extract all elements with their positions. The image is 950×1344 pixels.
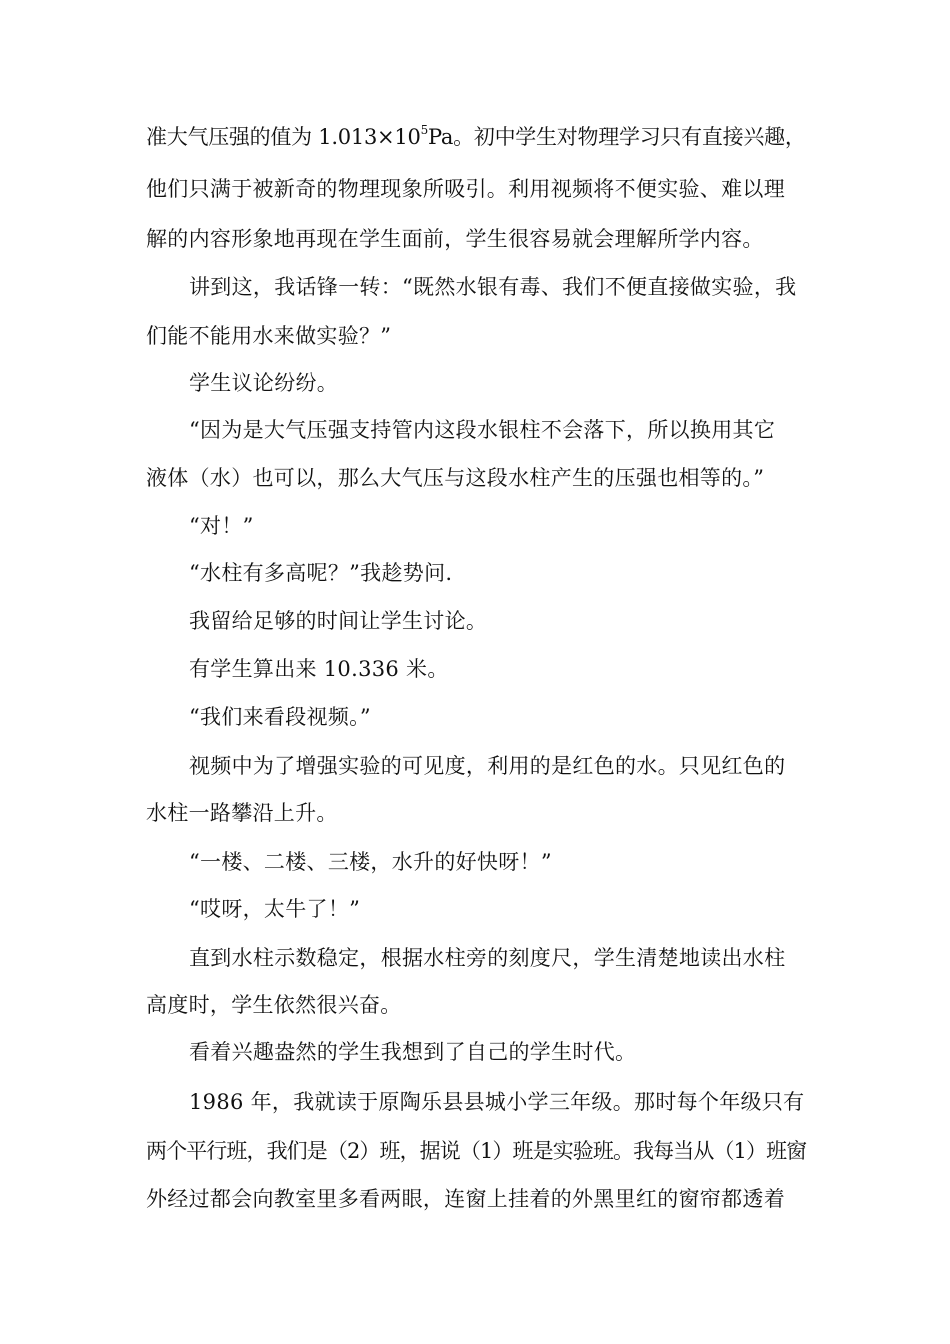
- text-line: 液体（水）也可以，那么大气压与这段水柱产生的压强也相等的。”: [146, 466, 765, 490]
- text-line: 他们只满于被新奇的物理现象所吸引。利用视频将不便实验、难以理: [146, 177, 785, 201]
- text-line: 水柱一路攀沿上升。: [146, 801, 338, 825]
- text-line: 看着兴趣盎然的学生我想到了自己的学生时代。: [189, 1040, 637, 1064]
- text-line: 直到水柱示数稳定，根据水柱旁的刻度尺，学生清楚地读出水柱: [189, 946, 786, 970]
- superscript: 5: [420, 123, 428, 137]
- text-line: 视频中为了增强实验的可见度，利用的是红色的水。只见红色的: [189, 754, 786, 778]
- text-line: 学生议论纷纷。: [189, 371, 339, 395]
- text-line: 两个平行班，我们是（2）班，据说（1）班是实验班。我每当从（1）班窗: [146, 1139, 807, 1163]
- text-line: 讲到这，我话锋一转：“既然水银有毒、我们不便直接做实验，我: [189, 275, 797, 299]
- text-line: 有学生算出来 10.336 米。: [189, 657, 449, 681]
- text-line: “对！”: [189, 514, 254, 538]
- text-line: “因为是大气压强支持管内这段水银柱不会落下，所以换用其它: [189, 418, 776, 442]
- text-line: 1986 年，我就读于原陶乐县县城小学三年级。那时每个年级只有: [189, 1090, 805, 1114]
- text-line: “哎呀，太牛了！”: [189, 897, 361, 921]
- text-line: “水柱有多高呢？”我趁势问.: [189, 561, 453, 585]
- text-line: 外经过都会向教室里多看两眼，连窗上挂着的外黑里红的窗帘都透着: [146, 1187, 785, 1211]
- text-line: 解的内容形象地再现在学生面前，学生很容易就会理解所学内容。: [146, 227, 764, 251]
- text-line: 准大气压强的值为 $1.013\times 10^5Pa$。初中学生对物理学习只有直接兴趣，: [146, 123, 806, 149]
- text-line: 高度时，学生依然很兴奋。: [146, 993, 402, 1017]
- text-line: 们能不能用水来做实验？”: [146, 324, 392, 348]
- text-line: 我留给足够的时间让学生讨论。: [189, 609, 488, 633]
- text-line: “我们来看段视频。”: [189, 705, 371, 729]
- text-line: “一楼、二楼、三楼，水升的好快呀！”: [189, 850, 552, 874]
